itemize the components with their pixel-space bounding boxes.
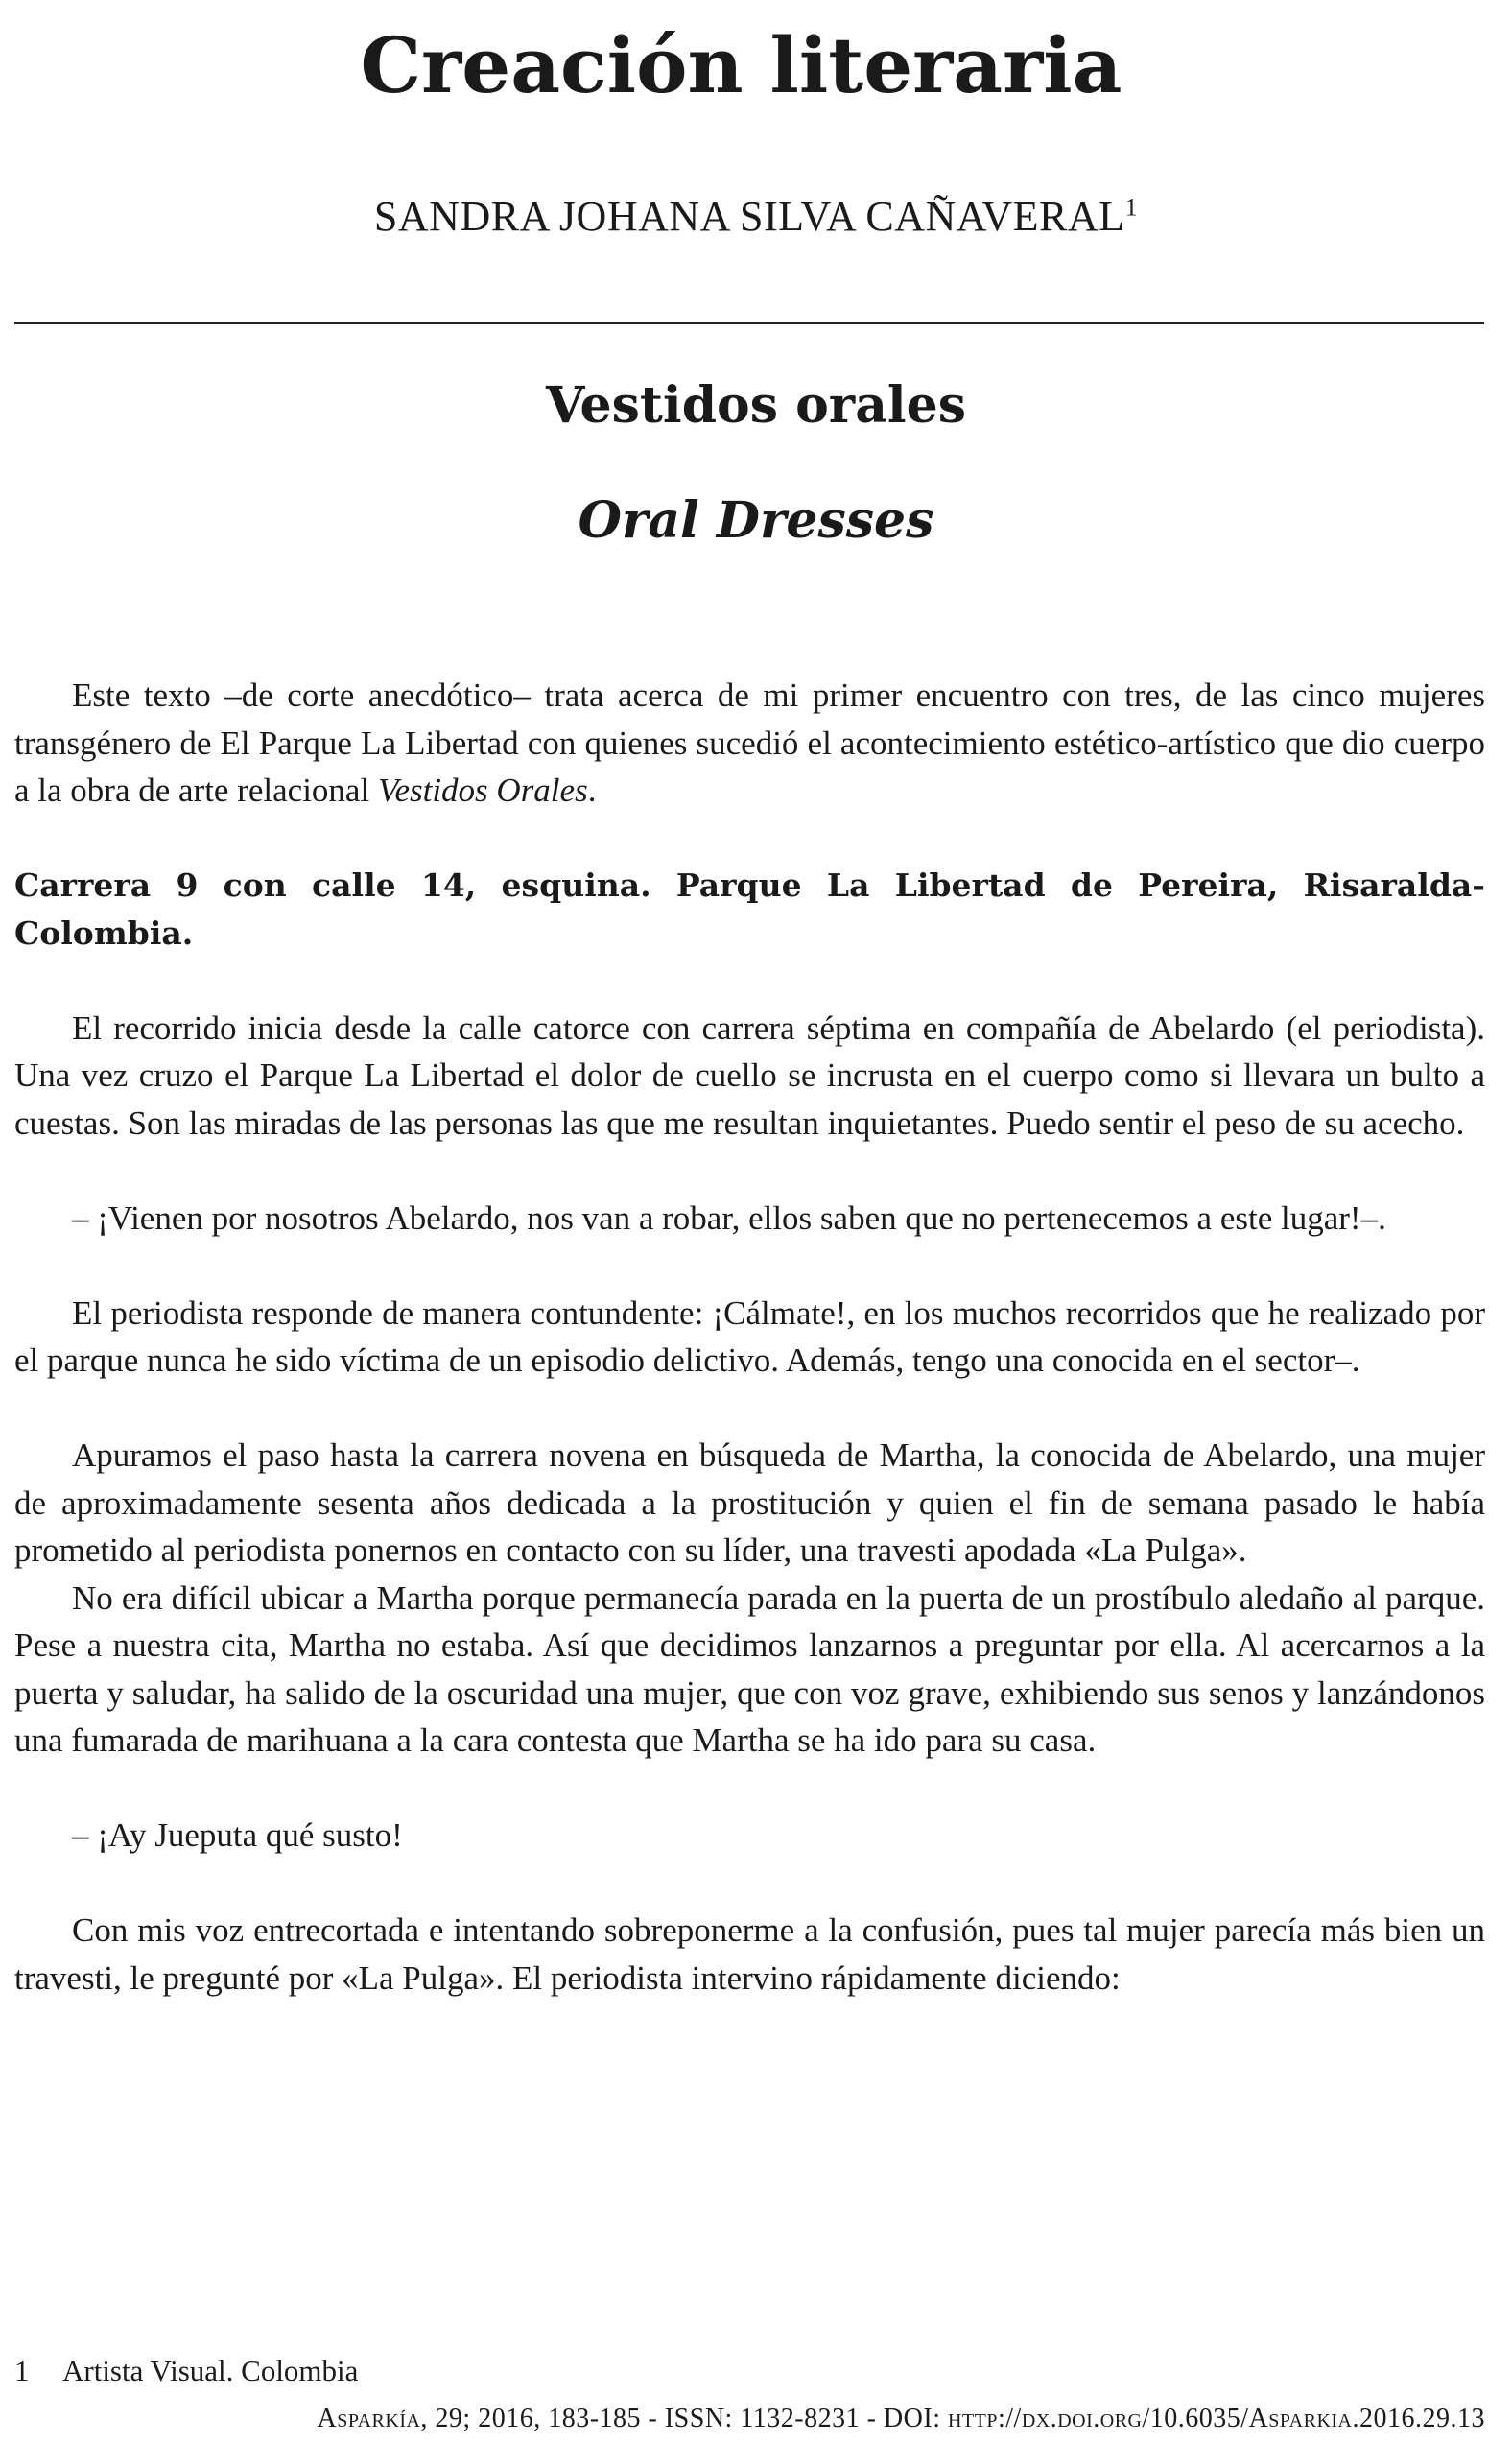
article-title-es: Vestidos orales <box>545 376 966 435</box>
body-paragraph-2: El periodista responde de manera contundente: ¡Cálmate!, en los muchos recorridos que he realizado por el parque nunca he sido víctima de un episodio delictivo. Además, tengo una conocida en el sector–. <box>14 1293 1485 1379</box>
dialogue-line-1: – ¡Vienen por nosotros Abelardo, nos van a robar, ellos saben que no pertenecemos a este lugar!–. <box>72 1198 1386 1237</box>
body-paragraph-1: El recorrido inicia desde la calle catorce con carrera séptima en compañía de Abelardo (el periodista). Una vez cruzo el Parque La Libertad el dolor de cuello se incrusta en el cuerpo como si llevara un bulto a cuestas. Son las miradas de las personas las que me resultan inquietantes. Puedo sentir el peso de su acecho. <box>14 1008 1485 1142</box>
footnote-text: Artista Visual. Colombia <box>62 2354 359 2387</box>
abstract-text: Este texto –de corte anecdótico– trata acerca de mi primer encuentro con tres, de las cinco mujeres transgénero de El Parque La Libertad con quienes sucedió el acontecimiento estético-artístico que dio cuerpo a la obra de arte relacional <box>14 676 1485 809</box>
article-title-en: Oral Dresses <box>578 491 934 550</box>
dialogue-line-2: – ¡Ay Jueputa qué susto! <box>72 1816 403 1854</box>
abstract-end: . <box>587 771 597 809</box>
header-divider <box>14 322 1484 324</box>
author-text: SANDRA JOHANA SILVA CAÑAVERAL <box>373 193 1125 240</box>
location-heading: Carrera 9 con calle 14, esquina. Parque La Libertad de Pereira, Risaralda-Colombia. <box>14 866 1485 952</box>
footnote-ref[interactable]: 1 <box>1124 193 1139 222</box>
abstract-paragraph <box>14 672 1485 815</box>
abstract-work-title: Vestidos Orales <box>377 771 588 809</box>
author-name <box>0 192 1512 241</box>
footnote <box>14 2354 358 2388</box>
section-title: Creación literaria <box>360 20 1122 110</box>
body-paragraph-3: Apuramos el paso hasta la carrera novena en búsqueda de Martha, la conocida de Abelardo, una mujer de aproximadamente sesenta años dedicada a la prostitución y quien el fin de semana pasado le había prometido al periodista ponernos en contacto con su líder, una travesti apodada «La Pulga». <box>14 1436 1485 1569</box>
article-body <box>14 672 1485 2002</box>
body-paragraph-5: Con mis voz entrecortada e intentando sobreponerme a la confusión, pues tal mujer parecía más bien un travesti, le pregunté por «La Pulga». El periodista intervino rápidamente diciendo: <box>14 1911 1485 1997</box>
page-footer-citation: Asparkía, 29; 2016, 183-185 - ISSN: 1132-8231 - DOI: http://dx.doi.org/10.6035/Asparkia.2016.29.13 <box>317 2404 1485 2433</box>
body-paragraph-4: No era difícil ubicar a Martha porque permanecía parada en la puerta de un prostíbulo aledaño al parque. Pese a nuestra cita, Martha no estaba. Así que decidimos lanzarnos a preguntar por ella. Al acercarnos a la puerta y saludar, ha salido de la oscuridad una mujer, que con voz grave, exhibiendo sus senos y lanzándonos una fumarada de marihuana a la cara contesta que Martha se ha ido para su casa. <box>14 1578 1485 1759</box>
footnote-number: 1 <box>14 2354 30 2387</box>
